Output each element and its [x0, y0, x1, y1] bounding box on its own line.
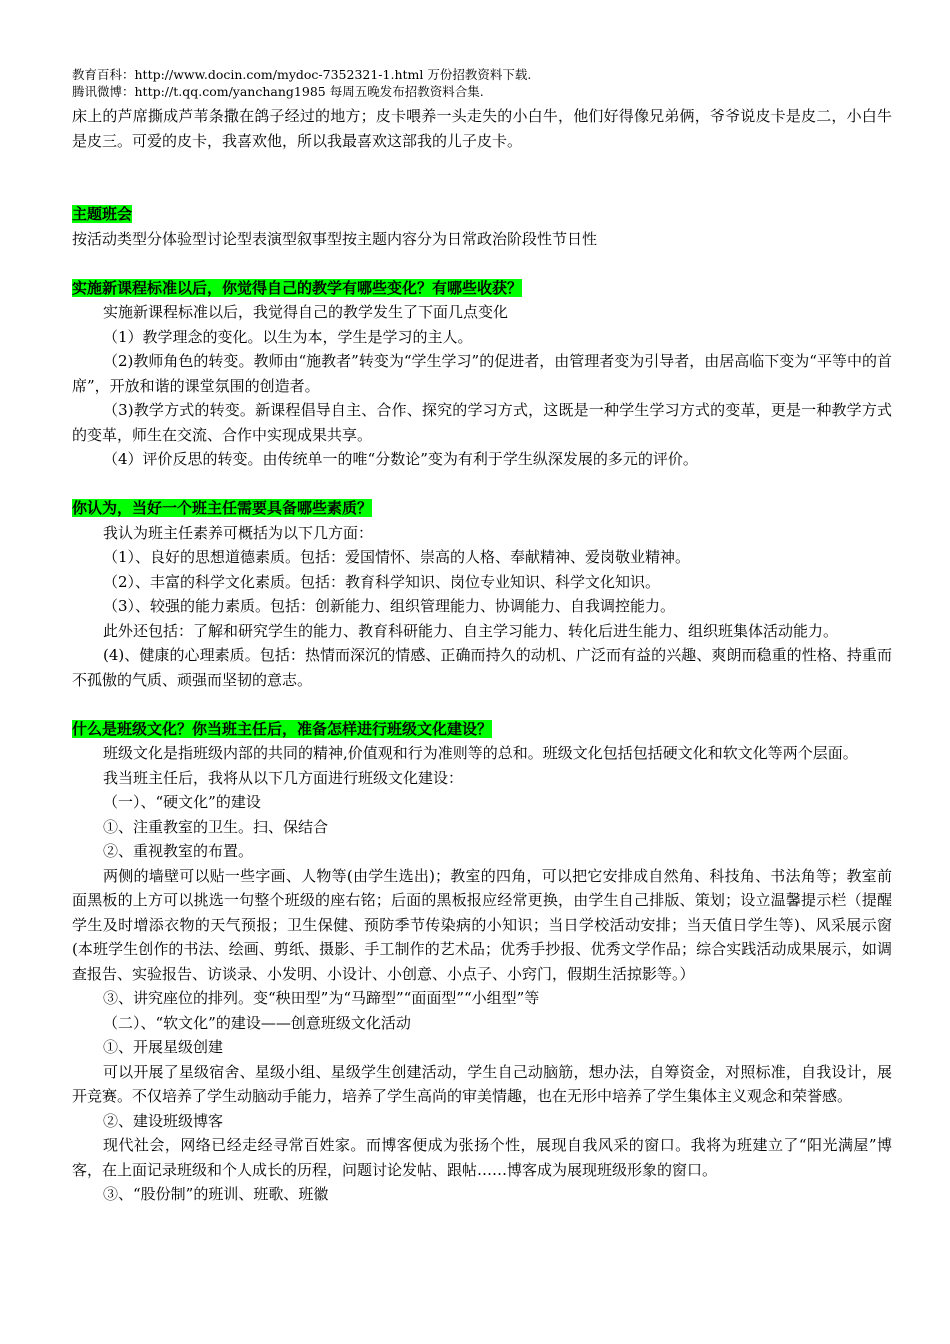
- paragraph: （1）教学理念的变化。以生为本，学生是学习的主人。: [103, 327, 473, 346]
- paragraph: ③、“股份制”的班训、班歌、班徽: [103, 1185, 329, 1203]
- paragraph: ②、建设班级博客: [103, 1111, 224, 1130]
- paragraph: 可以开展了星级宿舍、星级小组、星级学生创建活动，学生自己动脑筋，想办法，自筹资金，对照标准，自我设计，展开竞赛。不仅培养了学生动脑动手能力，培养了学生高尚的审美情趣，也在无形中培养了学生集体主义观念和荣誉感。: [72, 1062, 892, 1105]
- paragraph: （3）、较强的能力素质。包括：创新能力、组织管理能力、协调能力、自我调控能力。: [103, 597, 676, 615]
- section-heading-theme-meeting: 主题班会: [72, 205, 133, 223]
- paragraph: （1）、良好的思想道德素质。包括：爱国情怀、崇高的人格、奉献精神、爱岗敬业精神。: [103, 548, 691, 566]
- paragraph: （3)教学方式的转变。新课程倡导自主、合作、探究的学习方式，这既是一种学生学习方式的变革，更是一种教学方式的变革，师生在交流、合作中实现成果共享。: [72, 401, 892, 444]
- paragraph: ①、开展星级创建: [103, 1038, 224, 1056]
- paragraph: 此外还包括：了解和研究学生的能力、教育科研能力、自主学习能力、转化后进生能力、组织班集体活动能力。: [103, 621, 839, 640]
- doc-header: [72, 66, 892, 100]
- paragraph: 两侧的墙壁可以贴一些字画、人物等(由学生选出)；教室的四角，可以把它安排成自然角、科技角、书法角等；教室前面黑板的上方可以挑选一句整个班级的座右铭；后面的黑板报应经常更换，由学生自己排版、策划；设立温馨提示栏（提醒学生及时增添衣物的天气预报；卫生保健、预防季节传染病的小知识；当日学校活动安排；当天值日学生等)、风采展示窗(本班学生创作的书法、绘画、剪纸、摄影、手工制作的艺术品；优秀手抄报、优秀文学作品；综合实践活动成果展示，如调查报告、实验报告、访谈录、小发明、小设计、小创意、小点子、小窍门，假期生活掠影等。）: [72, 866, 892, 983]
- header-line-1: 教育百科：http://www.docin.com/mydoc-7352321-1.html 万份招教资料下载.: [72, 67, 532, 82]
- paragraph: ②、重视教室的布置。: [103, 842, 254, 860]
- document-page: [72, 66, 892, 1207]
- paragraph: 我认为班主任素养可概括为以下几方面：: [103, 523, 374, 542]
- header-line-2: 腾讯微博：http://t.qq.com/yanchang1985 每周五晚发布招教资料合集.: [72, 84, 484, 99]
- paragraph: （2）、丰富的科学文化素质。包括：教育科学知识、岗位专业知识、科学文化知识。: [103, 572, 661, 591]
- paragraph: (4)、健康的心理素质。包括：热情而深沉的情感、正确而持久的动机、广泛而有益的兴趣、爽朗而稳重的性格、持重而不孤傲的气质、顽强而坚韧的意志。: [72, 646, 892, 689]
- section-heading-new-curriculum: 实施新课程标准以后，你觉得自己的教学有哪些变化？有哪些收获？: [72, 278, 523, 297]
- section-heading-teacher-qualities: 你认为，当好一个班主任需要具备哪些素质？: [72, 499, 373, 517]
- theme-meeting-body: 按活动类型分体验型讨论型表演型叙事型按主题内容分为日常政治阶段性节日性: [72, 229, 598, 248]
- paragraph: （4）评价反思的转变。由传统单一的唯“分数论”变为有利于学生纵深发展的多元的评价。: [103, 450, 698, 468]
- paragraph: （2)教师角色的转变。教师由“施教者”转变为“学生学习”的促进者，由管理者变为引导者，由居高临下变为“平等中的首席”，开放和谐的课堂氛围的创造者。: [72, 352, 892, 395]
- section-heading-class-culture: 什么是班级文化？你当班主任后，准备怎样进行班级文化建设？: [72, 719, 493, 738]
- paragraph: ③、讲究座位的排列。变“秧田型”为“马蹄型”“面面型”“小组型”等: [103, 989, 540, 1007]
- paragraph: （一）、“硬文化”的建设: [103, 793, 261, 811]
- paragraph: 现代社会，网络已经走经寻常百姓家。而博客便成为张扬个性，展现自我风采的窗口。我将为班建立了“阳光满屋”博客，在上面记录班级和个人成长的历程，问题讨论发帖、跟帖……博客成为展现班级形象的窗口。: [72, 1136, 892, 1179]
- paragraph: ①、注重教室的卫生。扫、保结合: [103, 817, 329, 836]
- paragraph: 实施新课程标准以后，我觉得自己的教学发生了下面几点变化: [103, 303, 509, 321]
- intro-paragraph: 床上的芦席撕成芦苇条撒在鸽子经过的地方；皮卡喂养一头走失的小白牛，他们好得像兄弟俩，爷爷说皮卡是皮二，小白牛是皮三。可爱的皮卡，我喜欢他，所以我最喜欢这部我的儿子皮卡。: [72, 107, 892, 150]
- paragraph: 我当班主任后，我将从以下几方面进行班级文化建设：: [103, 768, 464, 787]
- paragraph: 班级文化是指班级内部的共同的精神,价值观和行为准则等的总和。班级文化包括包括硬文化和软文化等两个层面。: [103, 744, 858, 762]
- paragraph: （二）、“软文化”的建设——创意班级文化活动: [103, 1013, 411, 1032]
